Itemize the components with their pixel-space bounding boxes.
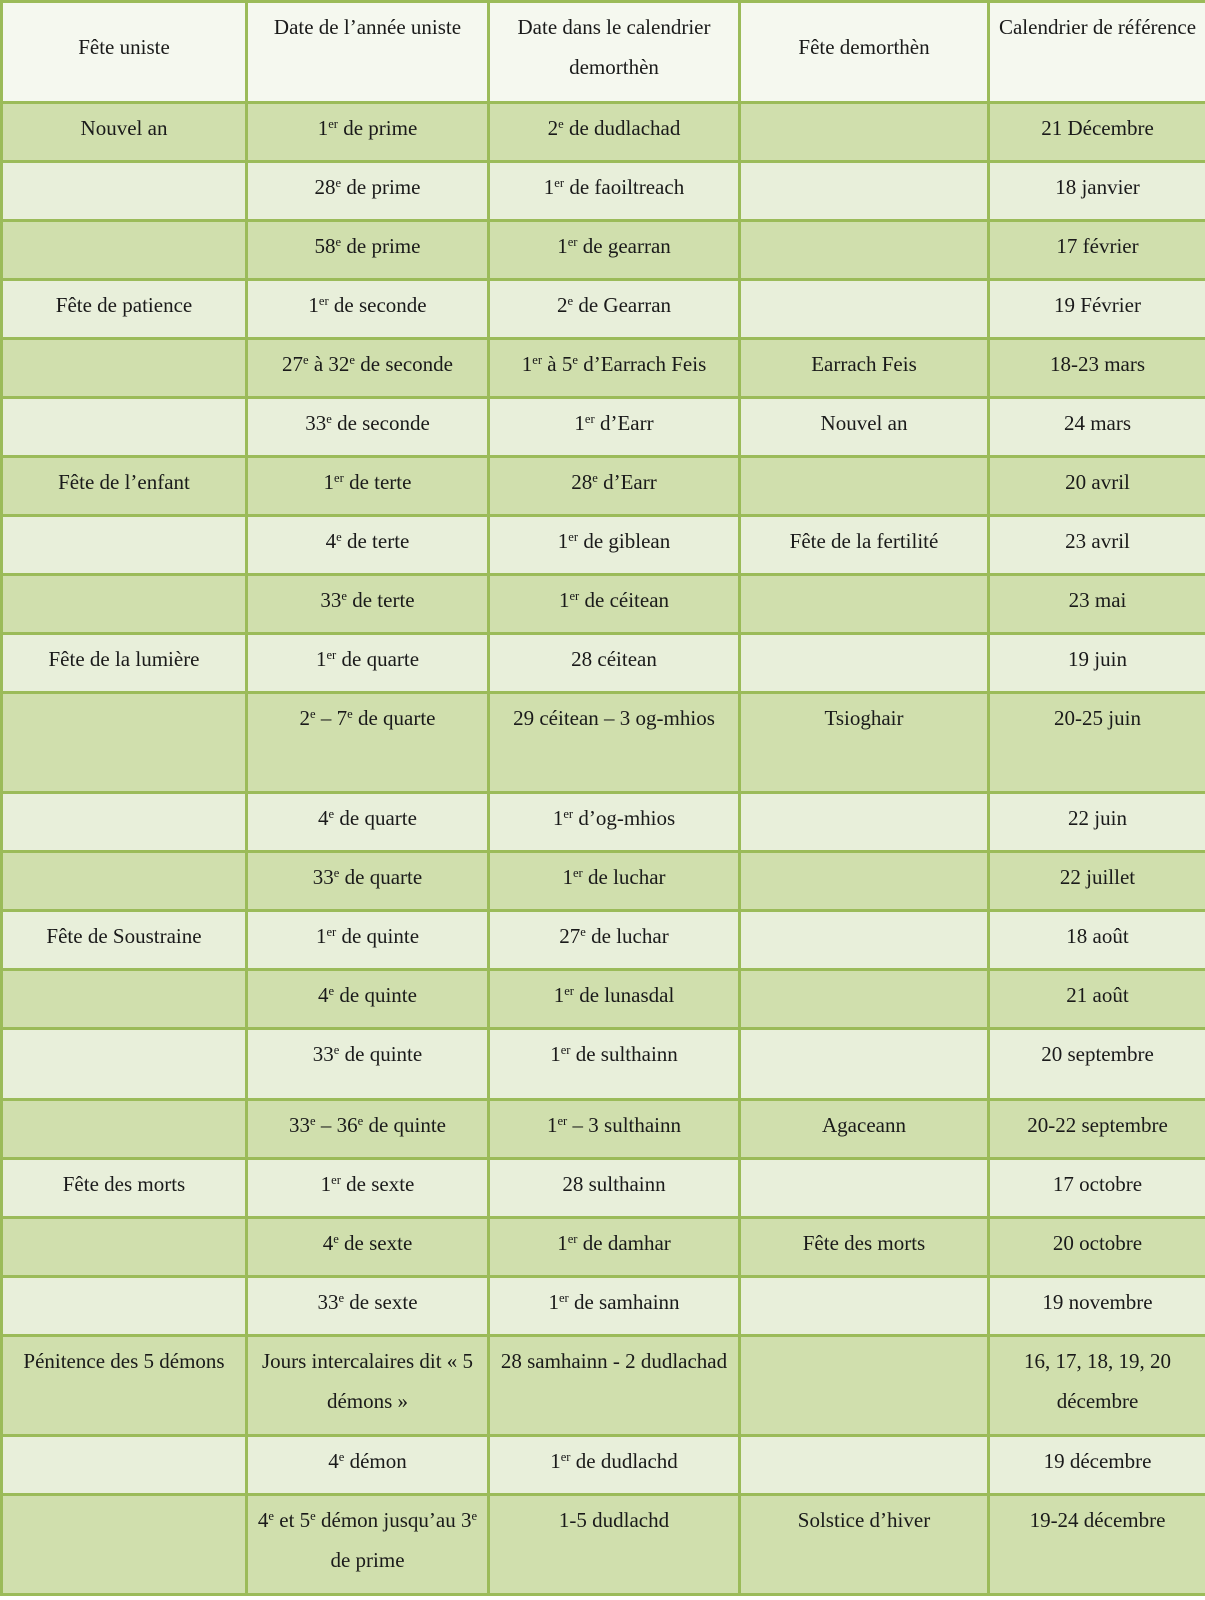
header-fete-demorthen: Fête demorthèn (740, 2, 989, 103)
cell-date-demorthen: 1-5 dudlachd (489, 1495, 740, 1595)
table-row (2, 103, 1205, 162)
table-body (2, 103, 1205, 1595)
table-row (2, 1277, 1205, 1336)
cell-calendrier-reference: 17 février (989, 221, 1205, 280)
table-row (2, 339, 1205, 398)
cell-calendrier-reference: 20 octobre (989, 1218, 1205, 1277)
table-row (2, 575, 1205, 634)
header-calendrier-reference: Calendrier de référence (989, 2, 1205, 103)
cell-date-demorthen: 1er d’og-mhios (489, 793, 740, 852)
cell-date-demorthen: 1er de gearran (489, 221, 740, 280)
header-fete-uniste: Fête uniste (2, 2, 247, 103)
cell-date-uniste: 33e de terte (247, 575, 489, 634)
cell-date-uniste: 28e de prime (247, 162, 489, 221)
cell-date-demorthen: 28e d’Earr (489, 457, 740, 516)
cell-date-uniste: 1er de quarte (247, 634, 489, 693)
table-row (2, 162, 1205, 221)
table-row (2, 221, 1205, 280)
cell-fete-uniste (2, 1495, 247, 1595)
cell-fete-uniste (2, 1277, 247, 1336)
cell-date-uniste: 33e de quinte (247, 1029, 489, 1100)
cell-date-demorthen: 1er de damhar (489, 1218, 740, 1277)
cell-fete-demorthen (740, 911, 989, 970)
table-row (2, 1336, 1205, 1436)
cell-fete-uniste (2, 1100, 247, 1159)
cell-fete-demorthen (740, 103, 989, 162)
cell-fete-uniste: Fête de l’enfant (2, 457, 247, 516)
cell-fete-demorthen (740, 575, 989, 634)
cell-date-demorthen: 27e de luchar (489, 911, 740, 970)
cell-date-uniste: Jours intercalaires dit « 5 démons » (247, 1336, 489, 1436)
cell-fete-demorthen (740, 793, 989, 852)
cell-fete-uniste (2, 575, 247, 634)
cell-date-demorthen: 1er de sulthainn (489, 1029, 740, 1100)
cell-fete-demorthen: Agaceann (740, 1100, 989, 1159)
cell-fete-uniste (2, 852, 247, 911)
cell-date-uniste: 27e à 32e de seconde (247, 339, 489, 398)
cell-fete-demorthen (740, 1336, 989, 1436)
table-row (2, 1159, 1205, 1218)
cell-date-demorthen: 1er de faoiltreach (489, 162, 740, 221)
table-row (2, 693, 1205, 793)
cell-date-uniste: 33e de quarte (247, 852, 489, 911)
table-row (2, 1436, 1205, 1495)
cell-fete-demorthen (740, 1159, 989, 1218)
cell-fete-uniste (2, 221, 247, 280)
cell-fete-demorthen (740, 970, 989, 1029)
cell-fete-demorthen (740, 1436, 989, 1495)
cell-fete-demorthen: Nouvel an (740, 398, 989, 457)
cell-fete-uniste (2, 970, 247, 1029)
cell-calendrier-reference: 22 juillet (989, 852, 1205, 911)
cell-date-uniste: 4e de quarte (247, 793, 489, 852)
cell-date-demorthen: 1er de samhainn (489, 1277, 740, 1336)
cell-date-uniste: 4e démon (247, 1436, 489, 1495)
table-row (2, 398, 1205, 457)
cell-date-demorthen: 2e de dudlachad (489, 103, 740, 162)
cell-calendrier-reference: 16, 17, 18, 19, 20 décembre (989, 1336, 1205, 1436)
cell-calendrier-reference: 19-24 décembre (989, 1495, 1205, 1595)
cell-fete-demorthen: Earrach Feis (740, 339, 989, 398)
cell-date-uniste: 1er de prime (247, 103, 489, 162)
cell-date-demorthen: 1er – 3 sulthainn (489, 1100, 740, 1159)
cell-date-uniste: 4e et 5e démon jusqu’au 3e de prime (247, 1495, 489, 1595)
table-row (2, 1100, 1205, 1159)
cell-calendrier-reference: 18 août (989, 911, 1205, 970)
cell-fete-uniste (2, 1029, 247, 1100)
cell-fete-demorthen: Solstice d’hiver (740, 1495, 989, 1595)
cell-calendrier-reference: 20 septembre (989, 1029, 1205, 1100)
cell-date-uniste: 4e de terte (247, 516, 489, 575)
cell-date-uniste: 1er de sexte (247, 1159, 489, 1218)
cell-fete-demorthen (740, 634, 989, 693)
cell-fete-uniste (2, 793, 247, 852)
table-row (2, 634, 1205, 693)
cell-date-uniste: 33e de seconde (247, 398, 489, 457)
cell-fete-demorthen (740, 457, 989, 516)
cell-date-demorthen: 1er de lunasdal (489, 970, 740, 1029)
cell-calendrier-reference: 19 Février (989, 280, 1205, 339)
cell-date-uniste: 33e – 36e de quinte (247, 1100, 489, 1159)
cell-fete-uniste (2, 162, 247, 221)
cell-calendrier-reference: 24 mars (989, 398, 1205, 457)
cell-fete-demorthen (740, 221, 989, 280)
cell-fete-uniste (2, 339, 247, 398)
cell-fete-uniste: Pénitence des 5 démons (2, 1336, 247, 1436)
cell-date-uniste: 1er de terte (247, 457, 489, 516)
table-row (2, 970, 1205, 1029)
cell-fete-demorthen: Fête de la fertilité (740, 516, 989, 575)
cell-fete-demorthen (740, 1277, 989, 1336)
header-date-uniste: Date de l’année uniste (247, 2, 489, 103)
cell-date-demorthen: 2e de Gearran (489, 280, 740, 339)
cell-date-uniste: 2e – 7e de quarte (247, 693, 489, 793)
cell-fete-uniste (2, 1436, 247, 1495)
cell-calendrier-reference: 18 janvier (989, 162, 1205, 221)
table-row (2, 1218, 1205, 1277)
header-row (2, 2, 1205, 103)
cell-fete-uniste (2, 398, 247, 457)
cell-fete-demorthen (740, 852, 989, 911)
table-row (2, 516, 1205, 575)
cell-date-uniste: 1er de seconde (247, 280, 489, 339)
cell-fete-uniste: Nouvel an (2, 103, 247, 162)
cell-calendrier-reference: 23 mai (989, 575, 1205, 634)
cell-date-demorthen: 28 céitean (489, 634, 740, 693)
table-row (2, 852, 1205, 911)
cell-fete-demorthen: Tsioghair (740, 693, 989, 793)
cell-calendrier-reference: 19 décembre (989, 1436, 1205, 1495)
cell-calendrier-reference: 23 avril (989, 516, 1205, 575)
table-row (2, 457, 1205, 516)
cell-fete-uniste: Fête de la lumière (2, 634, 247, 693)
cell-date-demorthen: 28 sulthainn (489, 1159, 740, 1218)
table-row (2, 793, 1205, 852)
cell-date-demorthen: 29 céitean – 3 og-mhios (489, 693, 740, 793)
cell-fete-uniste (2, 693, 247, 793)
cell-calendrier-reference: 19 juin (989, 634, 1205, 693)
cell-date-uniste: 4e de sexte (247, 1218, 489, 1277)
cell-date-demorthen: 1er d’Earr (489, 398, 740, 457)
cell-fete-demorthen (740, 1029, 989, 1100)
cell-calendrier-reference: 21 Décembre (989, 103, 1205, 162)
cell-calendrier-reference: 19 novembre (989, 1277, 1205, 1336)
cell-calendrier-reference: 20-25 juin (989, 693, 1205, 793)
cell-calendrier-reference: 20 avril (989, 457, 1205, 516)
cell-fete-demorthen (740, 162, 989, 221)
cell-date-demorthen: 1er de giblean (489, 516, 740, 575)
cell-fete-demorthen: Fête des morts (740, 1218, 989, 1277)
cell-fete-uniste (2, 1218, 247, 1277)
cell-fete-uniste: Fête des morts (2, 1159, 247, 1218)
cell-fete-uniste (2, 516, 247, 575)
cell-date-demorthen: 1er de céitean (489, 575, 740, 634)
cell-calendrier-reference: 20-22 septembre (989, 1100, 1205, 1159)
table-row (2, 1029, 1205, 1100)
cell-calendrier-reference: 17 octobre (989, 1159, 1205, 1218)
cell-date-uniste: 1er de quinte (247, 911, 489, 970)
cell-calendrier-reference: 18-23 mars (989, 339, 1205, 398)
table-row (2, 280, 1205, 339)
cell-calendrier-reference: 21 août (989, 970, 1205, 1029)
cell-date-demorthen: 1er à 5e d’Earrach Feis (489, 339, 740, 398)
header-date-demorthen: Date dans le calendrier demorthèn (489, 2, 740, 103)
cell-date-demorthen: 28 samhainn - 2 dudlachad (489, 1336, 740, 1436)
table-row (2, 911, 1205, 970)
cell-fete-demorthen (740, 280, 989, 339)
cell-fete-uniste: Fête de Soustraine (2, 911, 247, 970)
cell-calendrier-reference: 22 juin (989, 793, 1205, 852)
table-row (2, 1495, 1205, 1595)
cell-date-demorthen: 1er de dudlachd (489, 1436, 740, 1495)
cell-date-uniste: 4e de quinte (247, 970, 489, 1029)
cell-fete-uniste: Fête de patience (2, 280, 247, 339)
cell-date-uniste: 58e de prime (247, 221, 489, 280)
cell-date-uniste: 33e de sexte (247, 1277, 489, 1336)
cell-date-demorthen: 1er de luchar (489, 852, 740, 911)
